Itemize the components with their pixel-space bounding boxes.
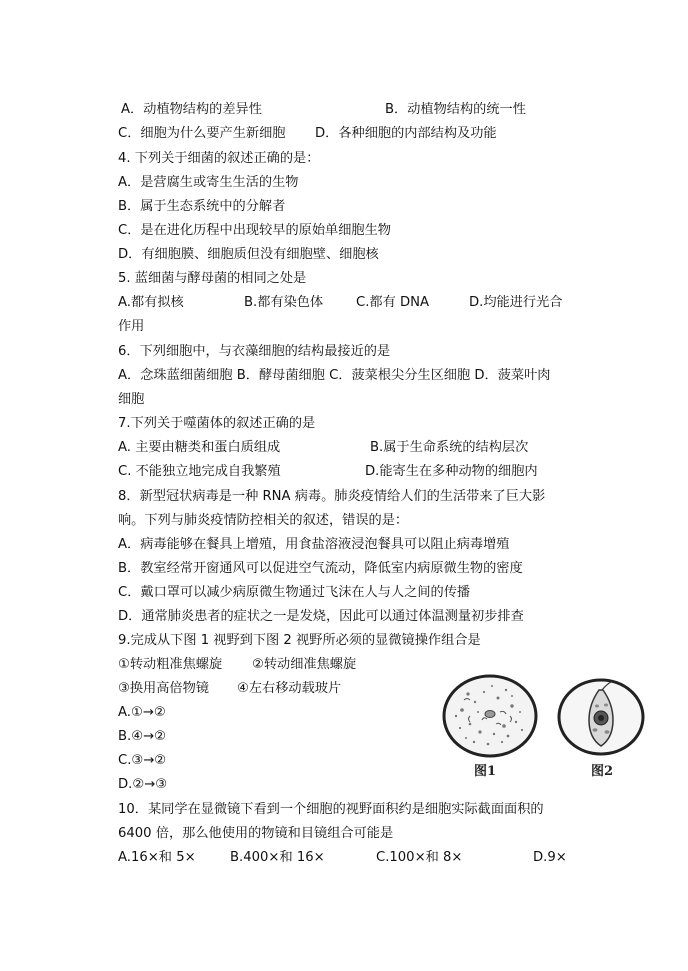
q6-options: A．念珠蓝细菌细胞 B．酵母菌细胞 C．菠菜根尖分生区细胞 D．菠菜叶肉 xyxy=(118,368,551,383)
q8-option-a: A．病毒能够在餐具上增殖，用食盐溶液浸泡餐具可以阻止病毒增殖 xyxy=(118,537,510,552)
q10-stem-line1: 10．某同学在显微镜下看到一个细胞的视野面积约是细胞实际截面面积的 xyxy=(118,802,544,817)
figure-1-microscope-view xyxy=(440,672,540,760)
q9-option-a: A.①→② xyxy=(118,705,166,720)
q9-operation-3: ③换用高倍物镜 xyxy=(118,681,209,696)
q4-option-c: C．是在进化历程中出现较早的原始单细胞生物 xyxy=(118,223,391,238)
q4-stem: 4. 下列关于细菌的叙述正确的是： xyxy=(118,151,320,166)
q10-option-a: A.16×和 5× xyxy=(118,850,196,865)
q9-operation-2: ②转动细准焦螺旋 xyxy=(252,657,357,672)
q9-stem: 9.完成从下图 1 视野到下图 2 视野所必须的显微镜操作组合是 xyxy=(118,633,481,648)
q4-option-d: D．有细胞膜、细胞质但没有细胞壁、细胞核 xyxy=(118,247,379,262)
figure-1-caption: 图1 xyxy=(474,764,497,779)
q5-option-b: B.都有染色体 xyxy=(244,295,324,310)
q5-option-d: D.均能进行光合 xyxy=(469,295,563,310)
q5-option-d-cont: 作用 xyxy=(118,319,145,334)
q9-operation-1: ①转动粗准焦螺旋 xyxy=(118,657,223,672)
q8-stem-line1: 8．新型冠状病毒是一种 RNA 病毒。肺炎疫情给人们的生活带来了巨大影 xyxy=(118,489,546,504)
q9-option-b: B.④→② xyxy=(118,729,166,744)
q8-option-c: C．戴口罩可以减少病原微生物通过飞沫在人与人之间的传播 xyxy=(118,585,471,600)
q5-option-a: A.都有拟核 xyxy=(118,295,184,310)
q8-option-b: B．教室经常开窗通风可以促进空气流动，降低室内病原微生物的密度 xyxy=(118,561,523,576)
q3-option-d: D．各种细胞的内部结构及功能 xyxy=(315,126,497,141)
q5-option-c: C.都有 DNA xyxy=(356,295,430,310)
q7-stem: 7.下列关于噬菌体的叙述正确的是 xyxy=(118,416,316,431)
q3-option-c: C．细胞为什么要产生新细胞 xyxy=(118,126,286,141)
figure-2-caption: 图2 xyxy=(591,764,614,779)
q8-option-d: D．通常肺炎患者的症状之一是发烧，因此可以通过体温测量初步排查 xyxy=(118,609,524,624)
q3-option-b: B．动植物结构的统一性 xyxy=(385,102,526,117)
q8-stem-line2: 响。下列与肺炎疫情防控相关的叙述，错误的是： xyxy=(118,513,409,528)
q4-option-a: A．是营腐生或寄生生活的生物 xyxy=(118,175,299,190)
q7-option-c: C. 不能独立地完成自我繁殖 xyxy=(118,464,281,479)
q10-option-b: B.400×和 16× xyxy=(230,850,325,865)
q9-option-c: C.③→② xyxy=(118,753,167,768)
q9-option-d: D.②→③ xyxy=(118,777,168,792)
q3-option-a: A．动植物结构的差异性 xyxy=(121,102,262,117)
q7-option-d: D.能寄生在多种动物的细胞内 xyxy=(365,464,538,479)
q6-stem: 6．下列细胞中，与衣藻细胞的结构最接近的是 xyxy=(118,344,391,359)
q9-operation-4: ④左右移动载玻片 xyxy=(237,681,342,696)
figure-2-microscope-view xyxy=(555,676,647,758)
q5-stem: 5. 蓝细菌与酵母菌的相同之处是 xyxy=(118,271,307,286)
q10-option-d: D.9× xyxy=(533,850,567,865)
q10-option-c: C.100×和 8× xyxy=(376,850,463,865)
q4-option-b: B．属于生态系统中的分解者 xyxy=(118,199,286,214)
q10-stem-line2: 6400 倍，那么他使用的物镜和目镜组合可能是 xyxy=(118,826,394,841)
q7-option-a: A. 主要由糖类和蛋白质组成 xyxy=(118,440,281,455)
q7-option-b: B.属于生命系统的结构层次 xyxy=(370,440,529,455)
q6-options-cont: 细胞 xyxy=(118,392,145,407)
